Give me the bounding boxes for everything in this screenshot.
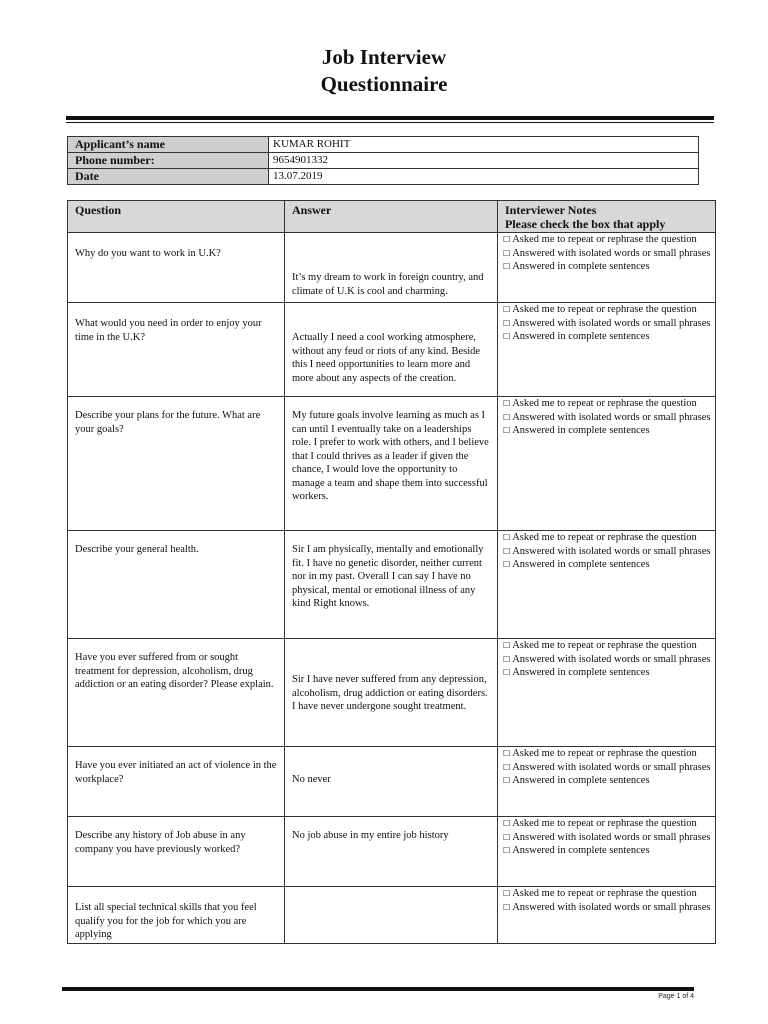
interviewer-notes-cell <box>498 639 716 747</box>
checkbox-icon[interactable]: ☐ <box>503 776 511 785</box>
answer-header: Answer <box>285 201 498 233</box>
question-cell: Describe your plans for the future. What are your goals? <box>68 397 285 531</box>
checkbox-icon[interactable]: ☐ <box>503 832 511 842</box>
note-option-label: Answered in complete sentences <box>512 845 650 856</box>
checkbox-icon[interactable]: ☐ <box>503 762 511 772</box>
note-option-label: Answered in complete sentences <box>512 331 650 342</box>
answer-cell: No never <box>285 747 498 817</box>
checkbox-icon[interactable]: ☐ <box>503 560 511 569</box>
note-option-label: Answered with isolated words or small phrases <box>512 545 711 557</box>
note-option-label: Asked me to repeat or rephrase the question <box>512 818 697 829</box>
note-option-label: Asked me to repeat or rephrase the question <box>512 234 697 245</box>
checkbox-icon[interactable]: ☐ <box>503 426 511 435</box>
question-cell: Have you ever suffered from or sought treatment for depression, alcoholism, drug addiction or an eating disorder? Please explain. <box>68 639 285 747</box>
note-option <box>503 260 711 274</box>
note-option-label: Answered in complete sentences <box>512 667 650 678</box>
interviewer-notes-cell <box>498 233 716 303</box>
note-option-label: Asked me to repeat or rephrase the question <box>512 888 697 899</box>
question-header: Question <box>68 201 285 233</box>
question-cell: What would you need in order to enjoy your time in the U.K? <box>68 303 285 397</box>
note-option-label: Answered in complete sentences <box>512 559 650 570</box>
checkbox-icon[interactable]: ☐ <box>503 654 511 664</box>
note-option <box>503 411 711 425</box>
note-option-label: Answered in complete sentences <box>512 425 650 436</box>
answer-cell: Sir I am physically, mentally and emotionally fit. I have no genetic disorder, neither current nor in my past. Overall I can say I have no physical, mental or emotional illness of any kind Right knows. <box>285 531 498 639</box>
answer-cell: It’s my dream to work in foreign country, and climate of U.K is cool and charming. <box>285 233 498 303</box>
table-row <box>68 747 716 817</box>
checkbox-icon[interactable]: ☐ <box>503 902 511 912</box>
footer-rule <box>62 987 694 991</box>
header-rule-thick <box>66 116 714 120</box>
date-label: Date <box>68 169 269 185</box>
title-line-2: Questionnaire <box>320 72 448 96</box>
interviewer-notes-cell <box>498 887 716 944</box>
interviewer-notes-cell <box>498 747 716 817</box>
table-row <box>68 233 716 303</box>
question-cell: Describe your general health. <box>68 531 285 639</box>
answer-cell: No job abuse in my entire job history <box>285 817 498 887</box>
notes-header <box>498 201 716 233</box>
checkbox-icon[interactable]: ☐ <box>503 668 511 677</box>
note-option-label: Answered in complete sentences <box>512 261 650 272</box>
checkbox-icon[interactable]: ☐ <box>503 305 511 314</box>
question-cell: Have you ever initiated an act of violence in the workplace? <box>68 747 285 817</box>
note-option <box>503 545 711 559</box>
note-option <box>503 330 711 344</box>
checkbox-icon[interactable]: ☐ <box>503 262 511 271</box>
note-option <box>503 831 711 845</box>
checkbox-icon[interactable]: ☐ <box>503 399 511 408</box>
note-option-label: Answered with isolated words or small phrases <box>512 761 711 773</box>
applicant-name-label: Applicant’s name <box>68 137 269 153</box>
checkbox-icon[interactable]: ☐ <box>503 235 511 244</box>
checkbox-icon[interactable]: ☐ <box>503 412 511 422</box>
checkbox-icon[interactable]: ☐ <box>503 332 511 341</box>
header-rule-thin <box>66 122 714 123</box>
table-row <box>68 397 716 531</box>
interviewer-notes-cell <box>498 303 716 397</box>
checkbox-icon[interactable]: ☐ <box>503 641 511 650</box>
title-line-1: Job Interview <box>321 45 447 69</box>
table-row <box>68 531 716 639</box>
checkbox-icon[interactable]: ☐ <box>503 819 511 828</box>
phone-row <box>68 153 699 169</box>
note-option <box>503 639 711 653</box>
note-option <box>503 774 711 788</box>
applicant-name-value: KUMAR ROHIT <box>269 137 699 153</box>
note-option-label: Answered with isolated words or small phrases <box>512 247 711 259</box>
checkbox-icon[interactable]: ☐ <box>503 533 511 542</box>
note-option <box>503 817 711 831</box>
checkbox-icon[interactable]: ☐ <box>503 749 511 758</box>
answer-cell <box>285 887 498 944</box>
note-option-label: Asked me to repeat or rephrase the question <box>512 532 697 543</box>
applicant-name-row <box>68 137 699 153</box>
questionnaire-table <box>67 200 716 944</box>
note-option-label: Asked me to repeat or rephrase the question <box>512 304 697 315</box>
table-row <box>68 817 716 887</box>
question-cell: Why do you want to work in U.K? <box>68 233 285 303</box>
phone-label: Phone number: <box>68 153 269 169</box>
note-option <box>503 761 711 775</box>
note-option <box>503 397 711 411</box>
note-option <box>503 887 711 901</box>
date-row <box>68 169 699 185</box>
note-option-label: Answered with isolated words or small phrases <box>512 901 711 913</box>
note-option <box>503 901 711 915</box>
note-option <box>503 233 711 247</box>
note-option <box>503 317 711 331</box>
table-header-row <box>68 201 716 233</box>
note-option-label: Answered with isolated words or small phrases <box>512 653 711 665</box>
note-option <box>503 424 711 438</box>
interviewer-notes-cell <box>498 531 716 639</box>
checkbox-icon[interactable]: ☐ <box>503 889 511 898</box>
note-option <box>503 747 711 761</box>
table-row <box>68 639 716 747</box>
notes-header-line-1: Interviewer Notes <box>505 203 597 217</box>
note-option-label: Asked me to repeat or rephrase the question <box>512 398 697 409</box>
phone-value: 9654901332 <box>269 153 699 169</box>
checkbox-icon[interactable]: ☐ <box>503 546 511 556</box>
date-value: 13.07.2019 <box>269 169 699 185</box>
answer-cell: My future goals involve learning as much as I can until I eventually take on a leaderships role. I prefer to work with others, and I believe that I could thrives as a leader if given the chance, I would love the opportunity to manage a team and shape them into successful workers. <box>285 397 498 531</box>
note-option <box>503 247 711 261</box>
note-option <box>503 558 711 572</box>
document-title <box>0 44 768 98</box>
answer-cell: Sir I have never suffered from any depression, alcoholism, drug addiction or eating disorders. I have never undergone sought treatment. <box>285 639 498 747</box>
notes-header-line-2: Please check the box that apply <box>505 217 666 231</box>
interviewer-notes-cell <box>498 817 716 887</box>
note-option-label: Asked me to repeat or rephrase the question <box>512 748 697 759</box>
note-option-label: Asked me to repeat or rephrase the question <box>512 640 697 651</box>
table-row <box>68 887 716 944</box>
note-option-label: Answered with isolated words or small phrases <box>512 411 711 423</box>
question-cell: Describe any history of Job abuse in any company you have previously worked? <box>68 817 285 887</box>
answer-cell: Actually I need a cool working atmosphere, without any feud or riots of any kind. Beside this I need opportunities to learn more and more about any aspects of the creation. <box>285 303 498 397</box>
applicant-info-table <box>67 136 699 185</box>
checkbox-icon[interactable]: ☐ <box>503 318 511 328</box>
note-option <box>503 844 711 858</box>
note-option <box>503 653 711 667</box>
note-option-label: Answered with isolated words or small phrases <box>512 831 711 843</box>
note-option <box>503 303 711 317</box>
note-option-label: Answered in complete sentences <box>512 775 650 786</box>
table-row <box>68 303 716 397</box>
checkbox-icon[interactable]: ☐ <box>503 846 511 855</box>
page-number: Page 1 of 4 <box>658 993 694 1000</box>
note-option <box>503 531 711 545</box>
note-option-label: Answered with isolated words or small phrases <box>512 317 711 329</box>
note-option <box>503 666 711 680</box>
checkbox-icon[interactable]: ☐ <box>503 248 511 258</box>
interviewer-notes-cell <box>498 397 716 531</box>
question-cell: List all special technical skills that you feel qualify you for the job for which you are applying <box>68 887 285 944</box>
